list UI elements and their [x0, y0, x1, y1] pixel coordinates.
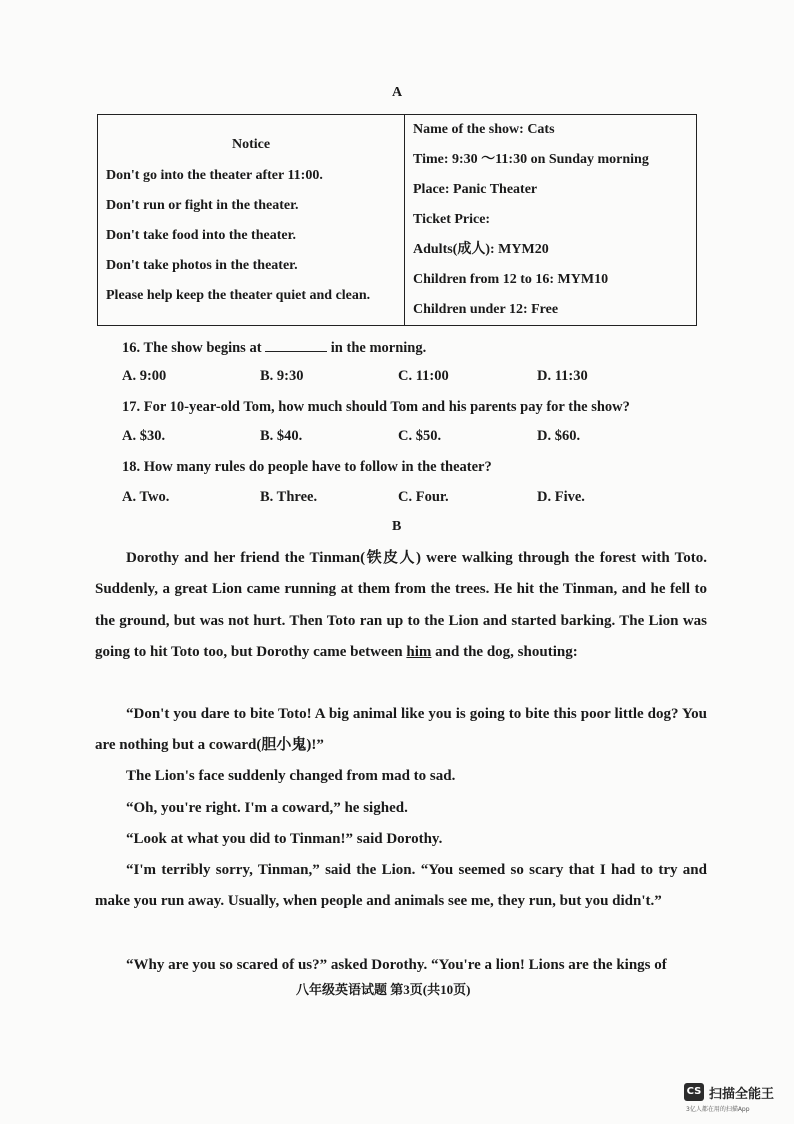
info-table	[97, 114, 697, 326]
page-footer: 八年级英语试题 第3页(共10页)	[296, 982, 471, 997]
paragraph-text: and the dog, shouting:	[431, 643, 578, 660]
option: B. 9:30	[260, 368, 304, 384]
option: A. $30.	[122, 428, 166, 444]
section-b-heading: B	[392, 519, 402, 534]
notice-cell	[98, 115, 405, 326]
option: D. $60.	[537, 428, 581, 444]
notice-rule: Don't run or fight in the theater.	[106, 198, 299, 213]
scanner-app-tagline: 3亿人都在用的扫描App	[686, 1106, 750, 1113]
section-a-heading: A	[392, 85, 403, 100]
scanner-app-name: 扫描全能王	[709, 1087, 775, 1102]
notice-rule: Don't take food into the theater.	[106, 228, 297, 243]
question-stem: in the morning.	[330, 340, 427, 356]
show-info-line: Children under 12: Free	[413, 302, 559, 317]
passage-paragraph: The Lion's face suddenly changed from mad to sad.	[126, 768, 456, 784]
notice-rule: Please help keep the theater quiet and clean.	[106, 288, 371, 303]
notice-rule: Don't go into the theater after 11:00.	[106, 168, 323, 183]
option: C. Four.	[398, 489, 449, 505]
option: A. 9:00	[122, 368, 167, 384]
show-info-line: Name of the show: Cats	[413, 122, 555, 137]
option: B. $40.	[260, 428, 303, 444]
passage-paragraph: “Why are you so scared of us?” asked Dorothy. “You're a lion! Lions are the kings of	[126, 957, 667, 973]
passage-paragraph: “Oh, you're right. I'm a coward,” he sighed.	[126, 800, 408, 816]
paragraph-text: Dorothy and her friend the Tinman(铁皮人) were walking through the forest with Toto. Suddenly, a great Lion came running at them from the trees. He hit the Tinman, and he fell to the ground, but was not hurt. Then Toto ran up to the Lion and started barking. The Lion was going to hit Toto too, but Dorothy came between	[95, 550, 707, 660]
underlined-word: him	[406, 643, 432, 660]
question-16	[122, 339, 426, 357]
option: C. 11:00	[398, 368, 449, 384]
option: D. 11:30	[537, 368, 588, 384]
option: D. Five.	[537, 489, 585, 505]
show-info-line: Place: Panic Theater	[413, 182, 538, 197]
question-stem: 16. The show begins at	[122, 340, 262, 356]
passage-paragraph: “Don't you dare to bite Toto! A big animal like you is going to bite this poor little dog? You are nothing but a coward(胆小鬼)!”	[95, 706, 707, 754]
notice-title: Notice	[231, 137, 271, 152]
show-info-cell	[405, 115, 697, 326]
question-18: 18. How many rules do people have to follow in the theater?	[122, 459, 492, 475]
show-info-line: Children from 12 to 16: MYM10	[413, 272, 609, 287]
passage-paragraph	[95, 543, 707, 668]
notice-rule: Don't take photos in the theater.	[106, 258, 298, 273]
show-info-line: Time: 9:30 ～11:30 on Sunday morning	[413, 152, 649, 167]
show-info-line: Ticket Price:	[413, 212, 491, 227]
option: B. Three.	[260, 489, 318, 505]
passage-paragraph: “I'm terribly sorry, Tinman,” said the Lion. “You seemed so scary that I had to try and make you run away. Usually, when people and animals see me, they run, but you didn't.”	[95, 862, 707, 910]
option: A. Two.	[122, 489, 170, 505]
passage-paragraph: “Look at what you did to Tinman!” said Dorothy.	[126, 831, 443, 847]
show-info-line: Adults(成人): MYM20	[413, 242, 549, 257]
question-17: 17. For 10-year-old Tom, how much should Tom and his parents pay for the show?	[122, 399, 630, 415]
answer-blank	[265, 339, 327, 352]
scanner-logo-icon: CS	[684, 1083, 704, 1101]
option: C. $50.	[398, 428, 442, 444]
